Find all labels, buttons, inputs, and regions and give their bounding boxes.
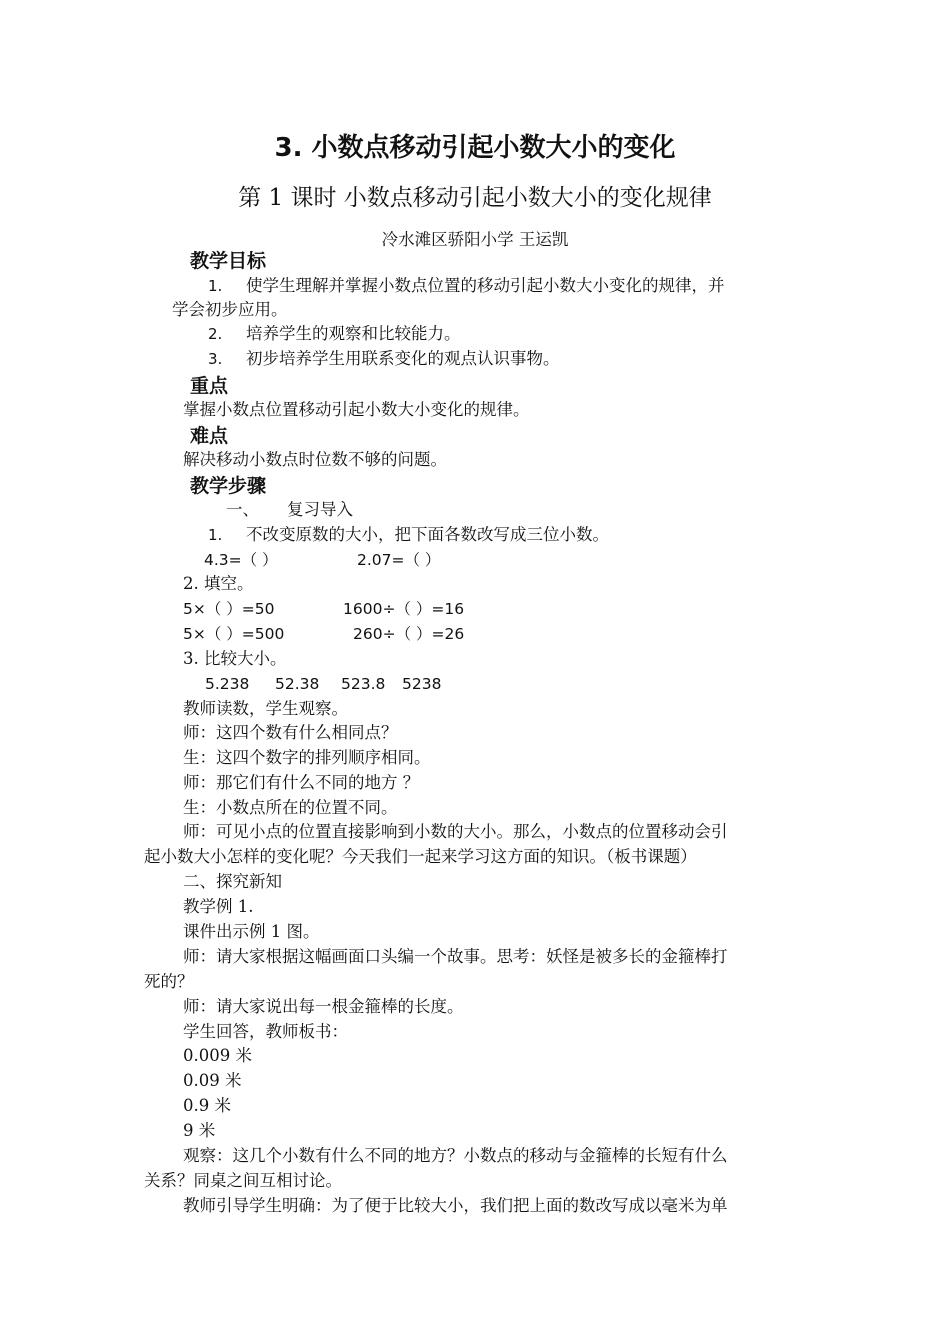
section-2-title: 二、探究新知 xyxy=(183,872,282,891)
question-3: 3. 比较大小。 xyxy=(183,649,287,668)
question-1-text: 不改变原数的大小，把下面各数改写成三位小数。 xyxy=(246,525,609,544)
fill-blank-b2: 260÷（ ）=26 xyxy=(353,625,465,643)
compare-number-3: 523.8 xyxy=(341,675,386,693)
dialogue-teacher: 师：那它们有什么不同的地方 ？ xyxy=(183,773,420,792)
lesson-subtitle: 第 1 课时 小数点移动引起小数大小的变化规律 xyxy=(238,185,712,211)
goal-3-text: 初步培养学生用联系变化的观点认识事物。 xyxy=(246,349,560,368)
difficulty-text: 解决移动小数点时位数不够的问题。 xyxy=(183,450,447,469)
goal-item-2 xyxy=(208,322,461,346)
paragraph: 学生回答，教师板书： xyxy=(183,1022,348,1041)
goal-2-number: 2. xyxy=(208,325,223,343)
dialogue-teacher: 师：这四个数有什么相同点？ xyxy=(183,723,398,742)
steps-heading: 教学步骤 xyxy=(190,475,267,497)
fill-blank-a1: 5×（ ）=50 xyxy=(183,600,275,618)
compare-number-2: 52.38 xyxy=(275,675,320,693)
dialogue-teacher: 师：请大家根据这幅画面口头编一个故事。思考：妖怪是被多长的金箍棒打 xyxy=(183,947,728,966)
paragraph: 教师读数，学生观察。 xyxy=(183,699,348,718)
dialogue-teacher-continuation: 起小数大小怎样的变化呢？今天我们一起来学习这方面的知识。（板书课题） xyxy=(144,847,697,866)
dialogue-student: 生：这四个数字的排列顺序相同。 xyxy=(183,748,431,767)
goal-3-number: 3. xyxy=(208,350,223,368)
section-1-label: 复习导入 xyxy=(287,500,353,519)
compare-number-4: 5238 xyxy=(402,675,442,693)
compare-number-1: 5.238 xyxy=(205,675,250,693)
paragraph: 课件出示例 1 图。 xyxy=(183,922,320,941)
goal-2-text: 培养学生的观察和比较能力。 xyxy=(246,324,461,343)
difficulty-heading: 难点 xyxy=(190,425,229,447)
measurement-2: 0.09 米 xyxy=(183,1071,242,1090)
goal-1-number: 1. xyxy=(208,277,223,295)
author-line: 冷水滩区骄阳小学 王运凯 xyxy=(381,230,569,249)
dialogue-teacher-continuation: 死的？ xyxy=(144,972,194,991)
question-1-number: 1. xyxy=(208,526,223,544)
section-1-number: 一、 xyxy=(226,500,259,519)
section-1-title xyxy=(226,498,353,522)
goals-heading: 教学目标 xyxy=(190,250,267,272)
paragraph: 教学例 1. xyxy=(183,897,254,916)
question-1-blank-b: 2.07=（ ） xyxy=(357,551,441,569)
paragraph: 教师引导学生明确：为了便于比较大小，我们把上面的数改写成以毫米为单 xyxy=(183,1196,728,1215)
measurement-3: 0.9 米 xyxy=(183,1096,231,1115)
goal-item-1 xyxy=(208,274,725,298)
measurement-1: 0.009 米 xyxy=(183,1046,252,1065)
goal-1-text: 使学生理解并掌握小数点位置的移动引起小数大小变化的规律，并 xyxy=(246,276,725,295)
fill-blank-b1: 5×（ ）=500 xyxy=(183,625,285,643)
question-2: 2. 填空。 xyxy=(183,574,254,593)
dialogue-student: 生：小数点所在的位置不同。 xyxy=(183,798,398,817)
goal-item-3 xyxy=(208,347,560,371)
question-1-blank-a: 4.3=（ ） xyxy=(204,551,278,569)
fill-blank-a2: 1600÷（ ）=16 xyxy=(343,600,465,618)
dialogue-teacher: 师：请大家说出每一根金箍棒的长度。 xyxy=(183,997,464,1016)
observation: 观察：这几个小数有什么不同的地方？小数点的移动与金箍棒的长短有什么 xyxy=(183,1146,728,1165)
key-point-heading: 重点 xyxy=(190,375,229,397)
observation-continuation: 关系？同桌之间互相讨论。 xyxy=(144,1171,342,1190)
goal-1-continuation: 学会初步应用。 xyxy=(172,300,288,319)
key-point-text: 掌握小数点位置移动引起小数大小变化的规律。 xyxy=(183,400,530,419)
measurement-4: 9 米 xyxy=(183,1121,216,1140)
dialogue-teacher: 师：可见小点的位置直接影响到小数的大小。那么，小数点的位置移动会引 xyxy=(183,822,728,841)
lesson-title: 3. 小数点移动引起小数大小的变化 xyxy=(274,133,676,163)
question-1 xyxy=(208,523,609,547)
